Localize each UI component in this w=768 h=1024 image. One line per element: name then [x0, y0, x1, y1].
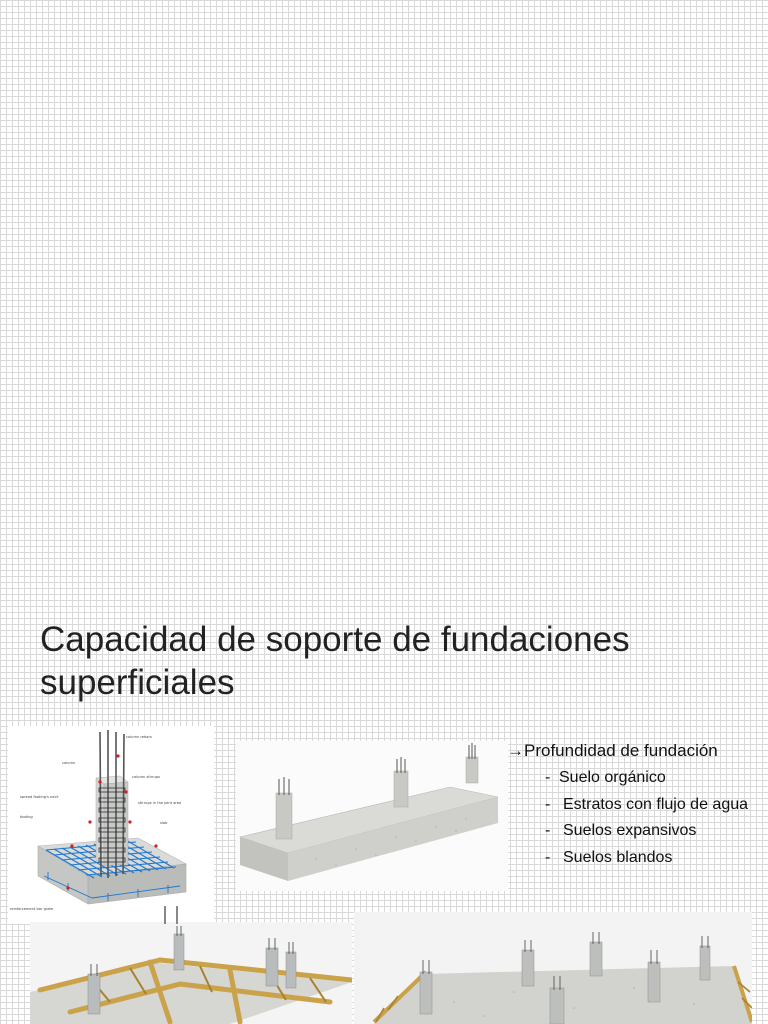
label-reinforcement-bar-grate: reinforcement bar grate	[10, 907, 54, 911]
strip-footing-svg	[236, 741, 508, 891]
list-item: - Suelos blandos	[507, 845, 768, 872]
dash: -	[545, 822, 551, 839]
dash: -	[545, 769, 551, 786]
formwork-foundation-image	[30, 922, 352, 1024]
foundation-depth-list	[507, 739, 768, 871]
list-item: - Suelos expansivos	[507, 818, 768, 845]
dash: -	[545, 795, 551, 813]
label-column-rebars: column rebars	[126, 735, 152, 739]
slide-title	[40, 618, 760, 704]
slab-foundation-image	[354, 912, 752, 1024]
label-stirrups-joint: stirrups in the joint area	[138, 801, 182, 805]
column-stub-2	[394, 757, 408, 807]
column-stub-1	[276, 777, 292, 839]
footing-reinforcement-diagram	[8, 726, 214, 924]
label-footing: footing	[20, 815, 33, 819]
label-column: column	[62, 761, 76, 765]
dash: -	[545, 848, 551, 866]
list-item: - Suelo orgánico	[507, 765, 768, 792]
list-heading	[507, 739, 768, 763]
title-line-1: Capacidad de soporte de fundaciones	[40, 620, 630, 659]
label-column-stirrups: column stirrups	[132, 775, 160, 779]
rebar-tip	[176, 906, 178, 924]
formwork-slab	[30, 962, 352, 1024]
list-item: - Estratos con flujo de agua	[507, 792, 768, 819]
formwork-svg	[30, 922, 352, 1024]
heading-text: Profundidad de fundación	[524, 741, 718, 760]
arrow-icon: →	[507, 741, 524, 760]
label-slab: slab	[160, 821, 168, 825]
soil-conditions-list	[507, 765, 768, 871]
title-line-2: superficiales	[40, 663, 235, 702]
label-spread-footing-neck: spread footing's neck	[20, 795, 59, 799]
footing-diagram-svg	[8, 726, 214, 924]
column-stub-3	[466, 743, 478, 783]
rebar-tip	[164, 906, 166, 924]
strip-footing-image	[236, 741, 508, 891]
slab-svg	[354, 912, 752, 1024]
